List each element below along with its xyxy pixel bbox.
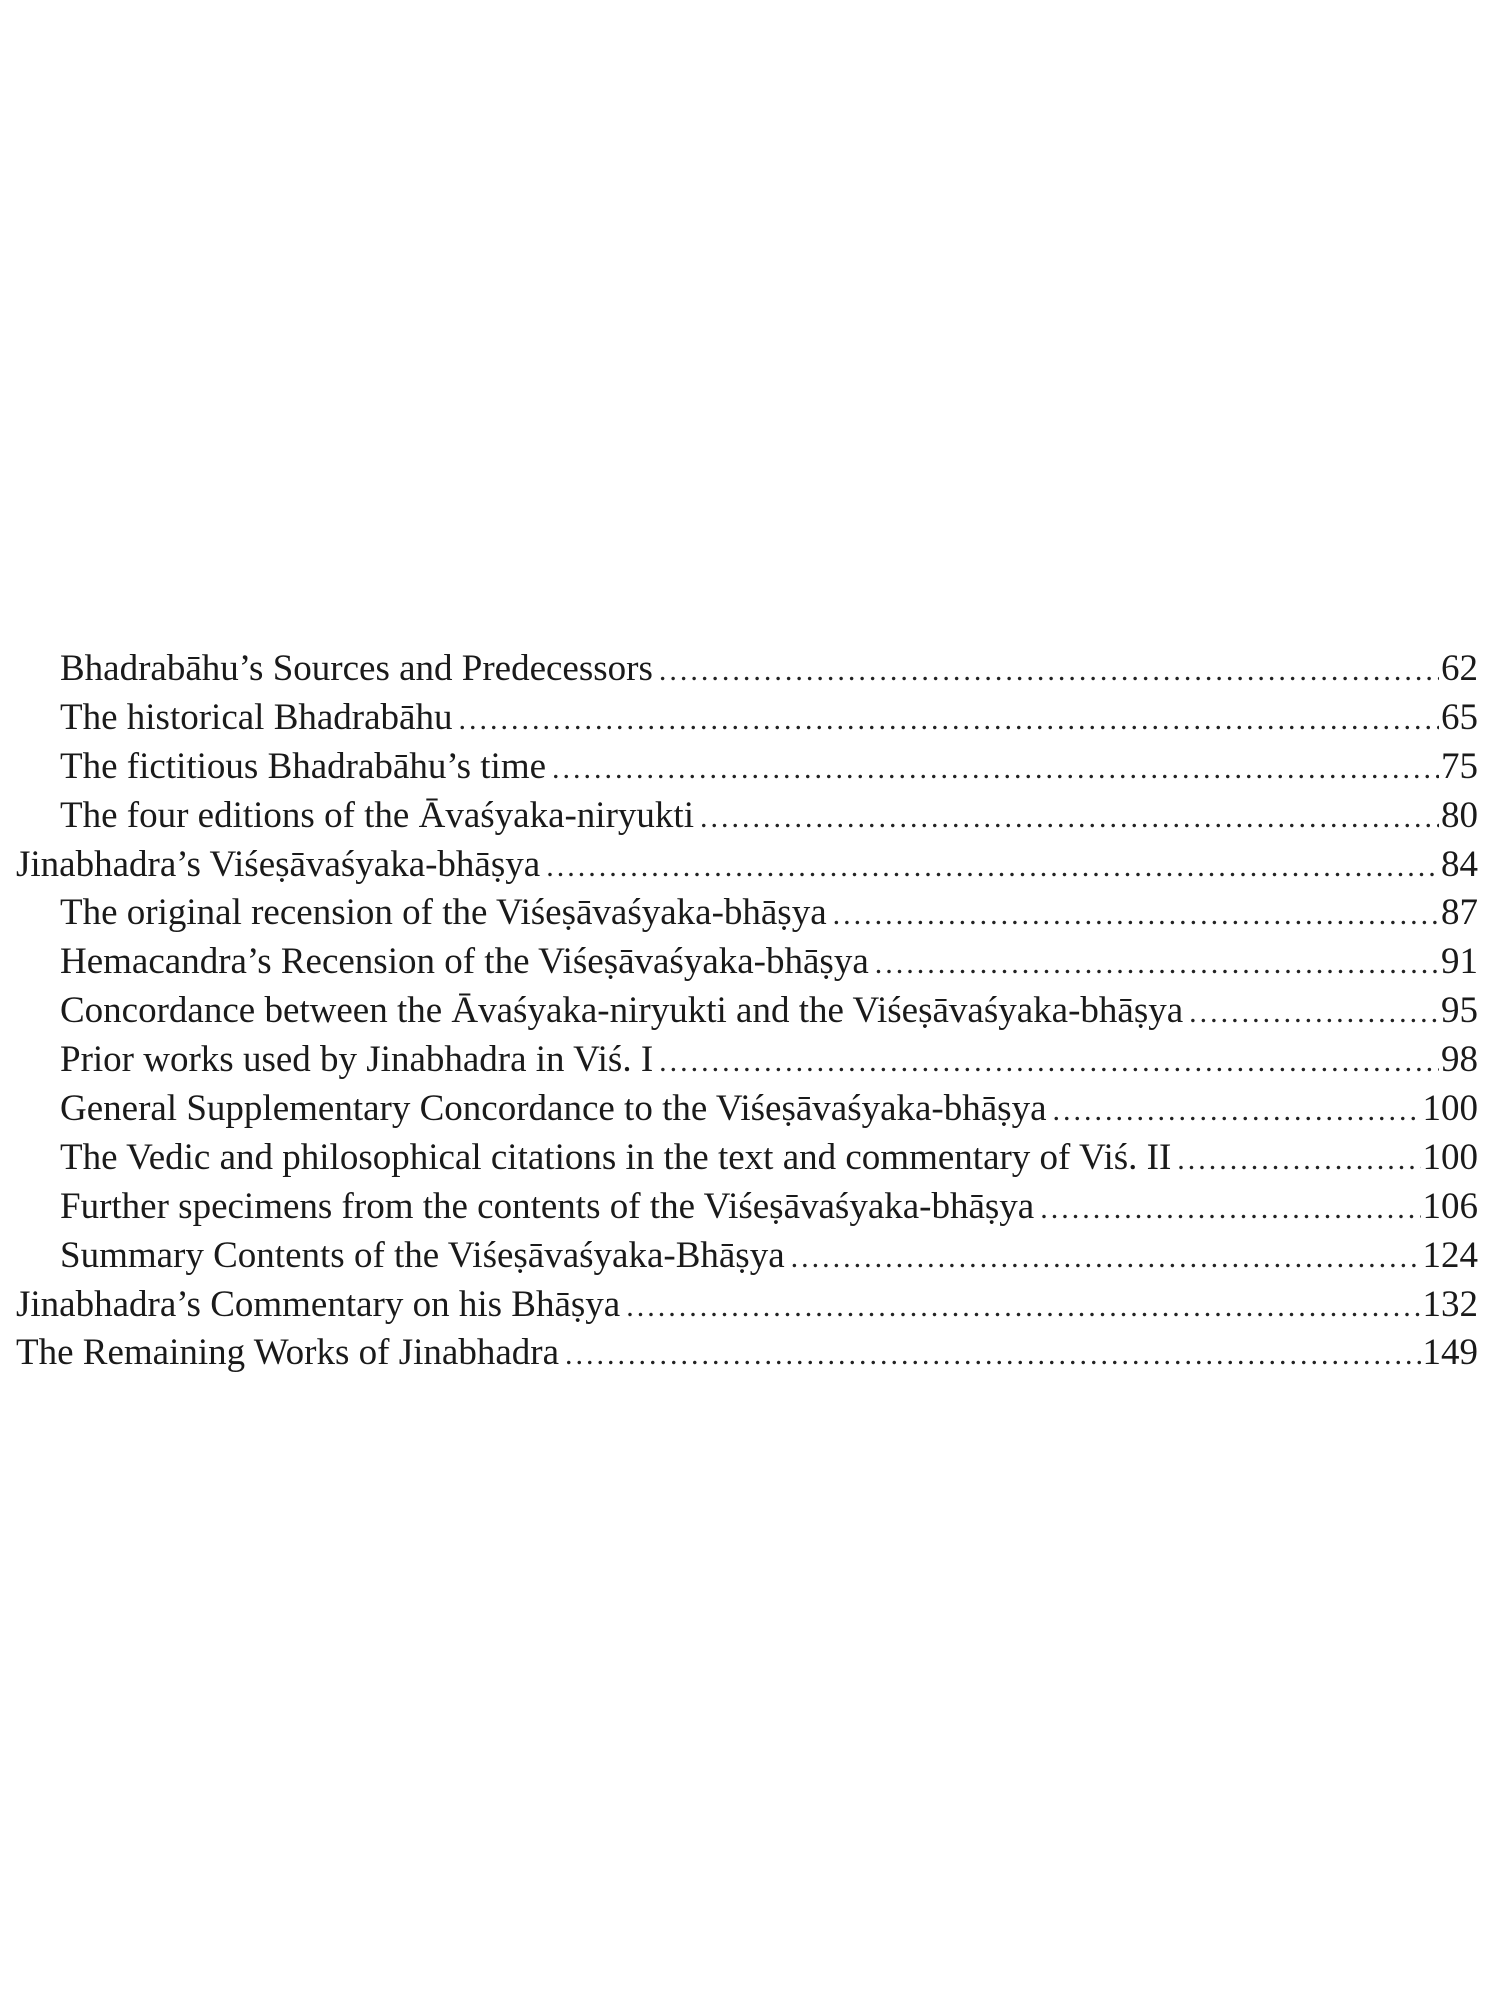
table-of-contents <box>16 645 1478 1378</box>
toc-entry <box>16 1281 1478 1330</box>
toc-entry-title: The fictitious Bhadrabāhu’s time <box>60 745 547 787</box>
toc-entry <box>16 792 1478 841</box>
toc-entry <box>16 1183 1478 1232</box>
toc-entry-page: 149 <box>1422 1332 1478 1374</box>
toc-entry-title: General Supplementary Concordance to the Viśeṣāvaśyaka-bhāṣya <box>60 1088 1047 1130</box>
toc-entry <box>16 1085 1478 1134</box>
dot-leader <box>626 1283 1420 1332</box>
toc-entry-page: 95 <box>1441 990 1478 1032</box>
toc-entry-page: 91 <box>1441 941 1478 983</box>
toc-entry-title: The four editions of the Āvaśyaka-niryukti <box>60 794 694 836</box>
toc-entry-title: Concordance between the Āvaśyaka-niryukti and the Viśeṣāvaśyaka-bhāṣya <box>60 990 1184 1032</box>
toc-entry-page: 124 <box>1422 1234 1478 1276</box>
dot-leader <box>458 696 1439 745</box>
dot-leader <box>1177 1136 1420 1185</box>
toc-entry-page: 80 <box>1441 794 1478 836</box>
toc-entry-title: Further specimens from the contents of the Viśeṣāvaśyaka-bhāṣya <box>60 1185 1035 1227</box>
toc-entry-title: Hemacandra’s Recension of the Viśeṣāvaśyaka-bhāṣya <box>60 941 869 983</box>
toc-entry <box>16 1232 1478 1281</box>
toc-entry-page: 100 <box>1422 1088 1478 1130</box>
toc-entry-page: 106 <box>1422 1185 1478 1227</box>
dot-leader <box>659 647 1439 696</box>
dot-leader <box>1189 989 1439 1038</box>
dot-leader <box>546 843 1439 892</box>
dot-leader <box>791 1234 1421 1283</box>
toc-entry <box>16 645 1478 694</box>
toc-entry <box>16 694 1478 743</box>
dot-leader <box>1053 1087 1421 1136</box>
dot-leader <box>1040 1185 1420 1234</box>
toc-entry-title: Prior works used by Jinabhadra in Viś. I <box>60 1039 654 1081</box>
dot-leader <box>565 1331 1421 1380</box>
dot-leader <box>659 1038 1439 1087</box>
toc-entry-page: 84 <box>1441 843 1478 885</box>
toc-entry-page: 62 <box>1441 648 1478 689</box>
toc-entry-title: The Vedic and philosophical citations in the text and commentary of Viś. II <box>60 1136 1172 1178</box>
toc-entry-page: 100 <box>1422 1136 1478 1178</box>
toc-entry-page: 75 <box>1441 745 1478 787</box>
dot-leader <box>833 891 1439 940</box>
toc-entry-page: 87 <box>1441 892 1478 934</box>
toc-entry <box>16 841 1478 890</box>
toc-entry-title: The original recension of the Viśeṣāvaśyaka-bhāṣya <box>60 892 827 934</box>
toc-entry-title: The historical Bhadrabāhu <box>60 696 453 738</box>
toc-entry <box>16 1036 1478 1085</box>
toc-entry-title: Bhadrabāhu’s Sources and Predecessors <box>60 648 653 689</box>
toc-entry-page: 98 <box>1441 1039 1478 1081</box>
toc-entry-page: 65 <box>1441 696 1478 738</box>
dot-leader <box>552 745 1439 794</box>
toc-entry-title: Summary Contents of the Viśeṣāvaśyaka-Bhāṣya <box>60 1234 785 1276</box>
dot-leader <box>700 794 1439 843</box>
toc-entry <box>16 743 1478 792</box>
toc-entry-title: Jinabhadra’s Commentary on his Bhāṣya <box>16 1283 621 1325</box>
dot-leader <box>875 940 1439 989</box>
toc-entry-title: The Remaining Works of Jinabhadra <box>16 1332 559 1374</box>
toc-entry-page: 132 <box>1422 1283 1478 1325</box>
toc-entry <box>16 889 1478 938</box>
toc-entry <box>16 938 1478 987</box>
toc-entry <box>16 987 1478 1036</box>
toc-entry-title: Jinabhadra’s Viśeṣāvaśyaka-bhāṣya <box>16 843 541 885</box>
toc-entry <box>16 1134 1478 1183</box>
toc-entry <box>16 1329 1478 1378</box>
